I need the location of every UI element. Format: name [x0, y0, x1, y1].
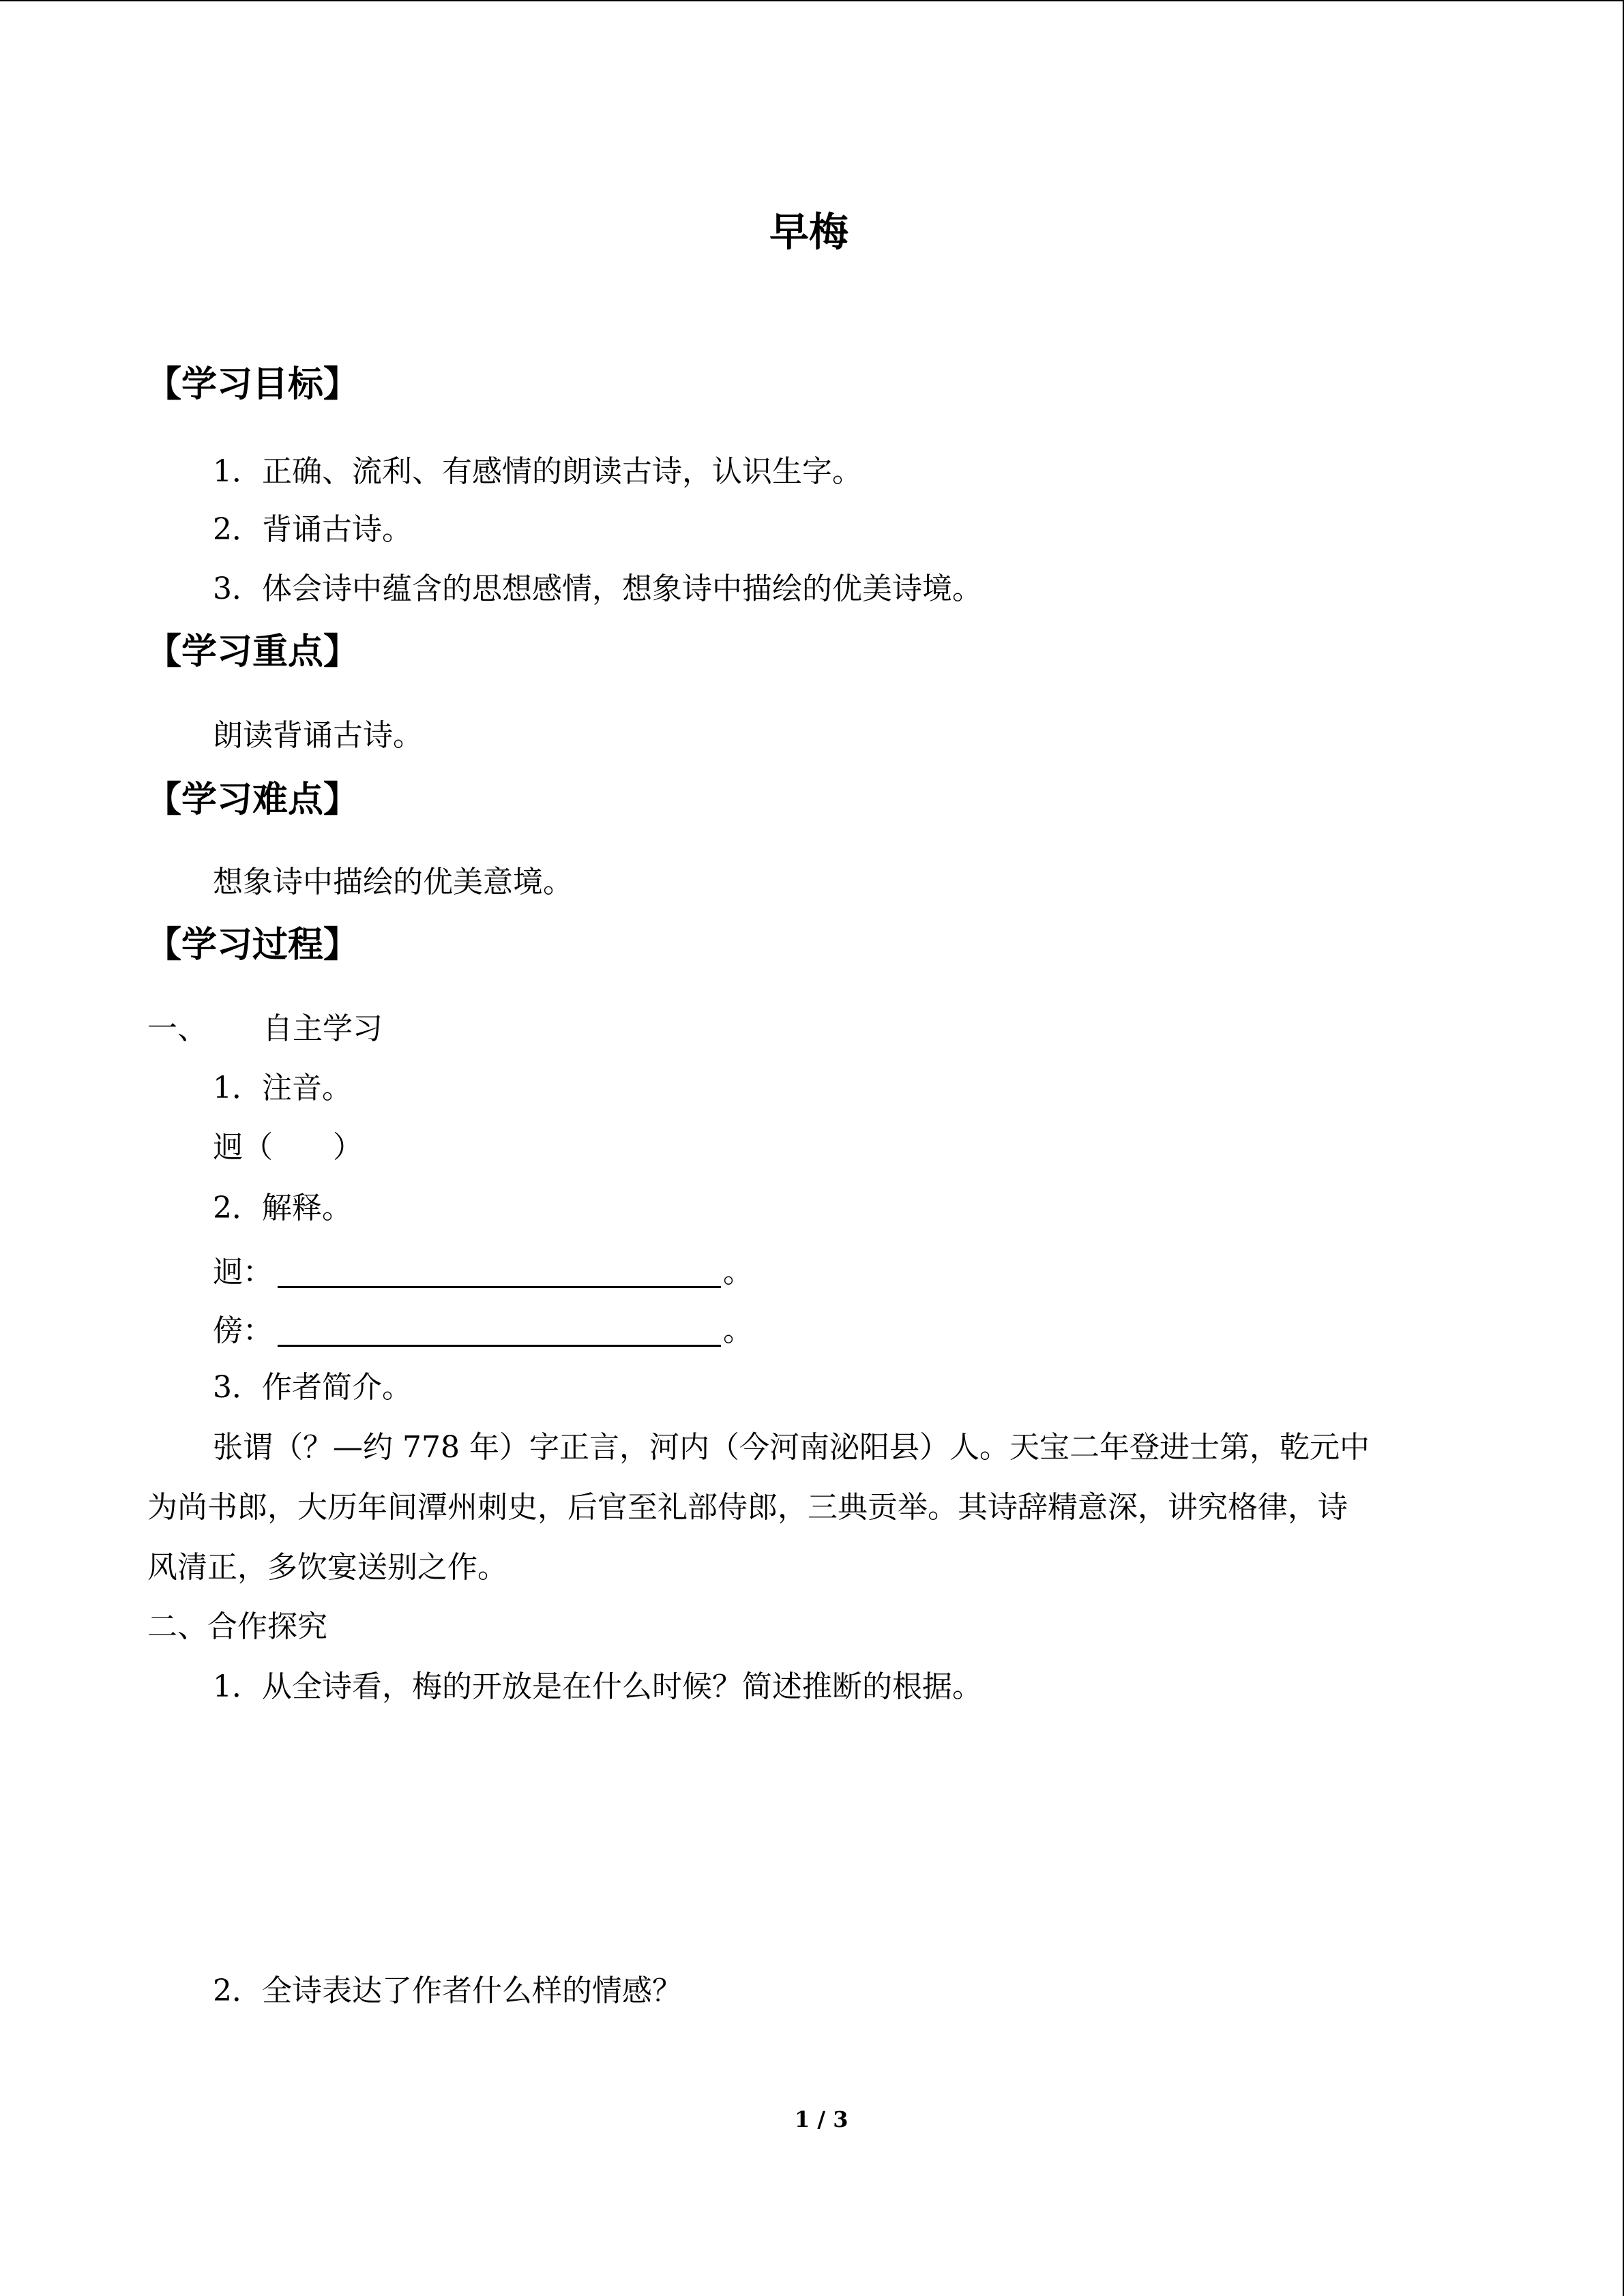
process-heading: 【学习过程】 — [146, 925, 359, 966]
part2-q2: 2．全诗表达了作者什么样的情感？ — [213, 1973, 682, 2008]
part1-q2-item1-char: 迥： — [213, 1255, 273, 1289]
part1-q3: 3．作者简介。 — [213, 1370, 412, 1405]
focus-heading: 【学习重点】 — [146, 631, 359, 672]
goals-heading: 【学习目标】 — [146, 364, 359, 405]
focus-text: 朗读背诵古诗。 — [213, 718, 423, 753]
part1-q2: 2．解释。 — [213, 1191, 352, 1225]
goal-item-3: 3．体会诗中蕴含的思想感情，想象诗中描绘的优美诗境。 — [213, 571, 982, 606]
difficulty-text: 想象诗中描绘的优美意境。 — [213, 865, 573, 899]
bio-line-1: 张谓（？—约 778 年）字正言，河内（今河南泌阳县）人。天宝二年登进士第，乾元中 — [213, 1430, 1370, 1465]
part1-q2-item2-char: 傍： — [213, 1313, 273, 1348]
page-number: 1 / 3 — [795, 2106, 848, 2132]
part1-label: 自主学习 — [263, 1011, 383, 1046]
goal-item-1: 1．正确、流利、有感情的朗读古诗，认识生字。 — [213, 454, 862, 489]
answer-blank-line — [278, 1345, 721, 1347]
part2-label: 二、合作探究 — [147, 1609, 327, 1644]
page-top-border — [0, 0, 1624, 1]
bio-line-3: 风清正，多饮宴送别之作。 — [147, 1550, 507, 1585]
part1-q1-item: 迥（ ） — [213, 1130, 363, 1165]
part1-q2-item1-end: 。 — [723, 1255, 753, 1289]
bio-line-2: 为尚书郎，大历年间潭州刺史，后官至礼部侍郎，三典贡举。其诗辞精意深，讲究格律，诗 — [147, 1490, 1348, 1525]
page-title: 早梅 — [769, 209, 849, 255]
difficulty-heading: 【学习难点】 — [146, 779, 359, 820]
part1-number: 一、 — [147, 1011, 207, 1046]
answer-blank-line — [278, 1286, 721, 1288]
goal-item-2: 2．背诵古诗。 — [213, 512, 412, 547]
part1-q2-item2-end: 。 — [723, 1313, 753, 1348]
part1-q1: 1．注音。 — [213, 1071, 352, 1105]
part2-q1: 1．从全诗看，梅的开放是在什么时候？简述推断的根据。 — [213, 1669, 982, 1704]
